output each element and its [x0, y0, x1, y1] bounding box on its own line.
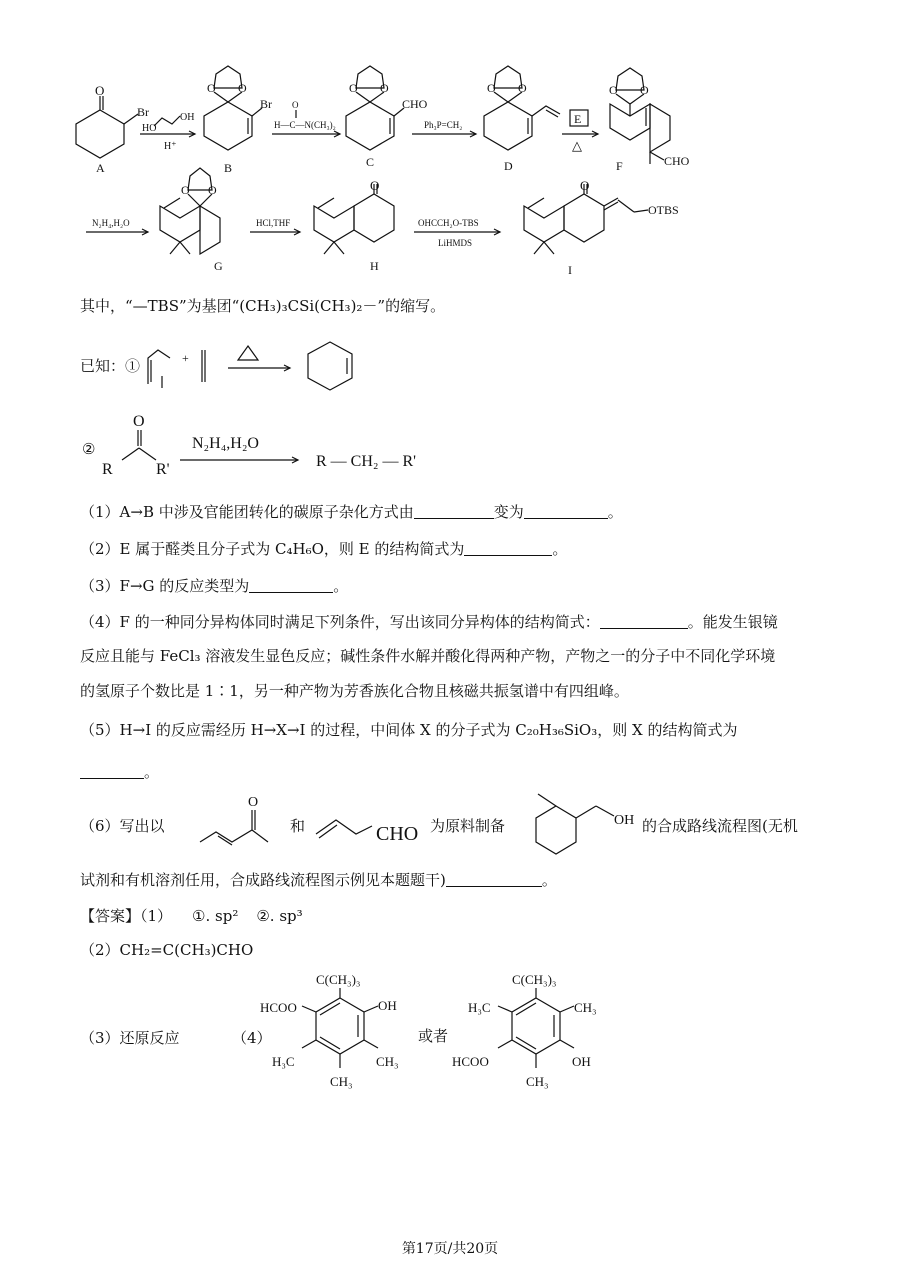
reagent-gh: HCl,THF — [256, 218, 291, 228]
atom-o-b2: O — [238, 81, 247, 95]
tbs-note: 其中，“—TBS”为基团“(CH₃)₃CSi(CH₃)₂－”的缩写。 — [80, 297, 446, 315]
answer-4-structure-2 — [440, 968, 620, 1098]
atom-o-i: O — [580, 178, 590, 193]
q6-target-structure — [510, 788, 640, 858]
atom-o-b1: O — [207, 81, 216, 95]
question-5: （5）H→I 的反应需经历 H→X→I 的过程，中间体 X 的分子式为 C₂₀H₃₆SiO₃，则 X 的结构简式为 — [80, 721, 738, 739]
known-o: O — [133, 413, 145, 430]
answer-blank[interactable] — [524, 504, 608, 519]
s1-right-bottom: CH₃ — [376, 1054, 399, 1069]
question-4-line-3: 的氢原子个数比是 1∶1，另一种产物为芳香族化合物且核磁共振氢谱中有四组峰。 — [80, 682, 629, 700]
reagent-cd: Ph₃P=CH₂ — [424, 120, 463, 130]
reagent-fg: N₂H₄,H₂O — [92, 218, 130, 228]
atom-o-h: O — [370, 178, 380, 193]
known-reaction-2 — [80, 410, 460, 480]
label-c: C — [366, 155, 375, 169]
question-2: （2）E 属于醛类且分子式为 C₄H₆O，则 E 的结构简式为 。 — [80, 540, 568, 558]
atom-o-d2: O — [518, 81, 527, 95]
s1-left-bottom: H₃C — [272, 1054, 295, 1069]
answer-4-structure-1 — [250, 968, 430, 1098]
q6-oh-label: OH — [614, 813, 635, 828]
answer-2: （2）CH₂=C(CH₃)CHO — [80, 941, 254, 959]
question-4-line-2: 反应且能与 FeCl₃ 溶液发生显色反应；碱性条件水解并酸化得两种产物，产物之一的分子中不同化学环境 — [80, 647, 776, 665]
atom-br-b: Br — [260, 97, 272, 111]
answer-blank[interactable] — [249, 578, 333, 593]
reagent-ho: HO — [142, 123, 157, 134]
s2-right-bottom: OH — [572, 1054, 591, 1069]
s1-right-top: OH — [378, 998, 397, 1013]
reagent-e-box: E — [574, 112, 582, 126]
known-r-prime: R' — [156, 461, 170, 478]
s2-left-bottom: HCOO — [452, 1054, 489, 1069]
answer-blank[interactable] — [600, 614, 688, 629]
reaction-scheme — [0, 0, 900, 290]
reagent-hi-top: OHCCH₂O-TBS — [418, 218, 479, 228]
atom-o-g2: O — [208, 183, 217, 197]
reagent-bc: H—C—N(CH₃)₂ — [274, 120, 336, 130]
question-6-end: 的合成路线流程图(无机 — [642, 817, 798, 835]
s2-bottom: CH₃ — [526, 1074, 549, 1089]
s1-bottom: CH₃ — [330, 1074, 353, 1089]
reagent-heat: △ — [572, 138, 582, 153]
atom-o-c1: O — [349, 81, 358, 95]
reagent-h-plus: H⁺ — [164, 141, 177, 152]
known-reaction-1 — [140, 336, 380, 396]
known-product: R — CH₂ — R' — [316, 453, 417, 470]
atom-otbs: OTBS — [648, 203, 679, 217]
question-6-raw: 为原料制备 — [430, 817, 506, 835]
answer-4-or: 或者 — [418, 1027, 449, 1045]
reagent-hi-bottom: LiHMDS — [438, 238, 473, 248]
atom-o-g1: O — [181, 183, 190, 197]
question-5-answer-line: 。 — [80, 762, 159, 782]
s2-top: C(CH₃)₃ — [512, 972, 557, 987]
label-b: B — [224, 161, 233, 175]
s2-right-top: CH₃ — [574, 1000, 597, 1015]
s2-left-top: H₃C — [468, 1000, 491, 1015]
answer-1: 【答案】（1） ①. sp² ②. sp³ — [80, 907, 303, 925]
s1-top: C(CH₃)₃ — [316, 972, 361, 987]
known-reagent: N₂H₄,H₂O — [192, 435, 259, 452]
atom-o-c2: O — [380, 81, 389, 95]
atom-o-a: O — [95, 83, 105, 98]
label-d: D — [504, 159, 513, 173]
label-h: H — [370, 259, 379, 273]
question-3: （3）F→G 的反应类型为 。 — [80, 577, 349, 595]
question-6-and: 和 — [290, 817, 306, 835]
known-item2-label: ② — [82, 442, 96, 458]
label-i: I — [568, 263, 572, 277]
svg-text:O: O — [248, 795, 259, 810]
atom-o-d1: O — [487, 81, 496, 95]
answer-3: （3）还原反应 — [80, 1029, 180, 1047]
answer-blank[interactable] — [414, 504, 494, 519]
known-plus: + — [182, 351, 189, 365]
question-6-line-2: 试剂和有机溶剂任用，合成路线流程图示例见本题题干) 。 — [80, 871, 557, 889]
page-footer: 第17页/共20页 — [401, 1241, 499, 1257]
q6-acrolein-structure — [310, 806, 430, 846]
atom-o-f1: O — [609, 83, 618, 97]
answer-blank[interactable] — [80, 764, 144, 779]
answer-blank[interactable] — [464, 541, 552, 556]
atom-cho-c: CHO — [402, 97, 428, 111]
question-4-line-1: （4）F 的一种同分异构体同时满足下列条件，写出该同分异构体的结构简式： 。能发生银镜 — [80, 613, 778, 631]
label-f: F — [616, 159, 623, 173]
question-1: （1）A→B 中涉及官能团转化的碳原子杂化方式由 变为 。 — [80, 503, 623, 521]
question-6-start: （6）写出以 — [80, 817, 165, 835]
reagent-bc-o: O — [292, 100, 299, 110]
answer-4-label: （4） — [232, 1029, 272, 1047]
atom-cho-f: CHO — [664, 154, 690, 168]
s1-left-top: HCOO — [260, 1000, 297, 1015]
reagent-oh: OH — [180, 112, 195, 123]
label-g: G — [214, 259, 223, 273]
q6-cho-label: CHO — [376, 823, 419, 845]
known-r: R — [102, 461, 113, 478]
atom-br-a: Br — [137, 105, 149, 119]
answer-blank[interactable] — [446, 872, 542, 887]
q6-ketone-structure — [196, 792, 276, 850]
known-label: 已知：① — [80, 357, 141, 375]
label-a: A — [96, 161, 105, 175]
atom-o-f2: O — [640, 83, 649, 97]
